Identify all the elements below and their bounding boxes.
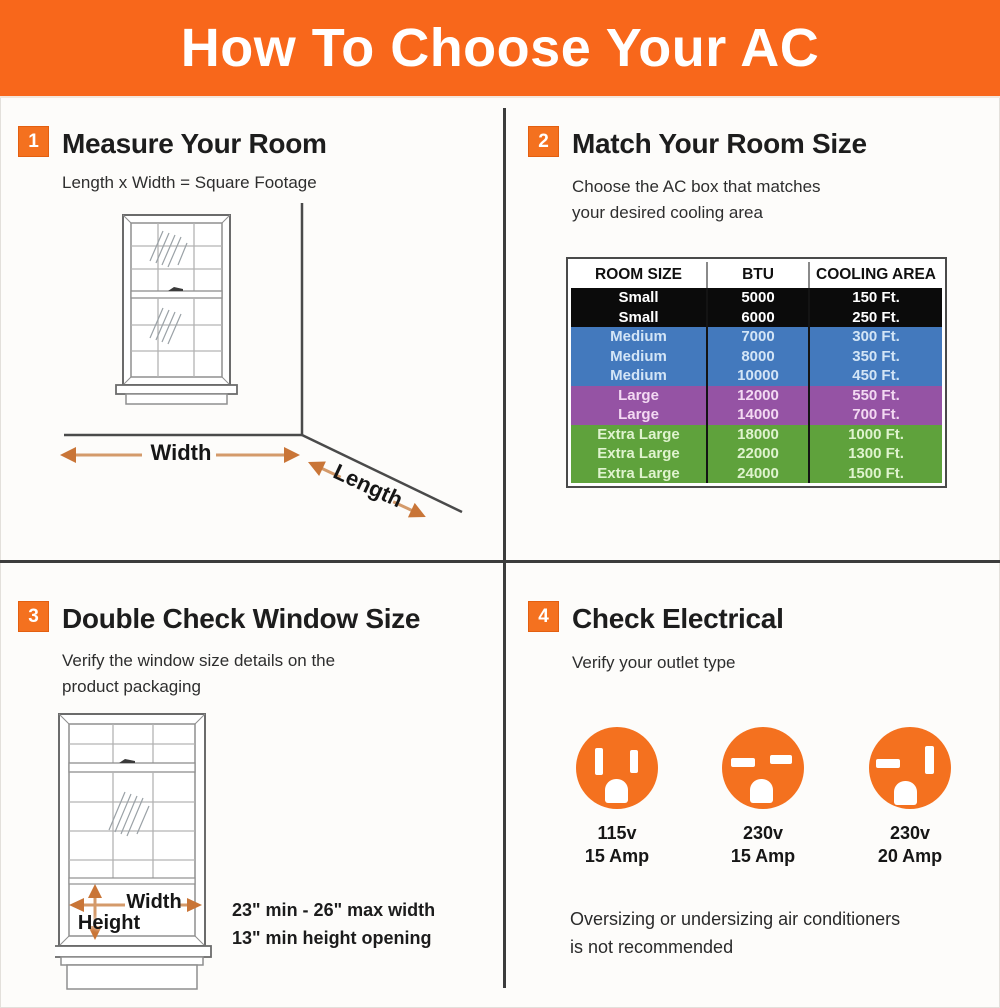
table-row <box>571 308 942 328</box>
outlet-ground-slot <box>750 779 773 803</box>
room-size-cell: Small <box>618 308 659 326</box>
outlet-230v-15amp-icon <box>722 727 804 809</box>
title-banner <box>0 0 1000 98</box>
window-height-label: Height <box>77 912 141 934</box>
cooling-area-cell: 1500 Ft. <box>808 464 942 484</box>
section-2-subtext-line2: your desired cooling area <box>572 203 763 222</box>
col-header-cooling-area: COOLING AREA <box>808 262 942 288</box>
outlet-230v-20amp-icon <box>869 727 951 809</box>
room-size-cell: Extra Large <box>597 445 680 463</box>
cooling-area-cell: 550 Ft. <box>808 386 942 406</box>
outlet-ground-slot <box>894 781 917 805</box>
btu-sizing-table <box>566 257 947 488</box>
step-4-number: 4 <box>538 605 549 627</box>
step-2-number: 2 <box>538 130 549 152</box>
window-size-illustration <box>55 710 225 995</box>
sizing-note-line1: Oversizing or undersizing air conditioners <box>570 909 901 929</box>
outlet-115v-15amp-icon <box>576 727 658 809</box>
room-size-cell: Medium <box>610 347 667 365</box>
table-row <box>571 386 942 406</box>
table-row <box>571 425 942 445</box>
section-4-heading: Check Electrical <box>572 603 784 634</box>
table-row <box>571 405 942 425</box>
section-2-heading: Match Your Room Size <box>572 128 867 159</box>
btu-cell: 10000 <box>706 366 808 386</box>
step-2-badge <box>528 126 559 157</box>
width-dimension-label: Width <box>150 440 212 465</box>
window-spec-line2: 13" min height opening <box>232 928 432 948</box>
window-spec-text <box>232 896 435 952</box>
outlet-slot <box>595 748 603 775</box>
table-row <box>571 327 942 347</box>
step-1-badge <box>18 126 49 157</box>
cooling-area-cell: 250 Ft. <box>808 308 942 328</box>
outlet-slot <box>770 755 792 764</box>
cooling-area-cell: 350 Ft. <box>808 347 942 367</box>
btu-cell: 12000 <box>706 386 808 406</box>
table-header-row <box>571 262 942 288</box>
sizing-note <box>570 905 900 961</box>
col-header-btu: BTU <box>706 262 808 288</box>
outlet-2-amps: 15 Amp <box>730 846 796 866</box>
btu-cell: 5000 <box>706 288 808 308</box>
page-title: How To Choose Your AC <box>180 18 820 78</box>
room-size-cell: Small <box>618 289 659 307</box>
section-4-subtext: Verify your outlet type <box>572 653 736 672</box>
outlet-3-amps: 20 Amp <box>877 846 943 866</box>
section-1-heading: Measure Your Room <box>62 128 327 159</box>
step-3-badge <box>18 601 49 632</box>
window-width-label: Width <box>126 891 182 913</box>
vertical-divider <box>503 108 506 988</box>
btu-cell: 22000 <box>706 444 808 464</box>
step-3-number: 3 <box>28 605 39 627</box>
cooling-area-cell: 150 Ft. <box>808 288 942 308</box>
section-2-subtext <box>572 174 821 226</box>
outlet-2-voltage: 230v <box>742 823 784 843</box>
btu-cell: 8000 <box>706 347 808 367</box>
outlet-1-label <box>557 822 677 868</box>
col-header-room-size: ROOM SIZE <box>595 266 682 283</box>
outlet-ground-slot <box>605 779 628 803</box>
btu-cell: 14000 <box>706 405 808 425</box>
window-spec-line1: 23" min - 26" max width <box>232 900 436 920</box>
outlet-3-voltage: 230v <box>889 823 931 843</box>
section-3-subtext-line2: product packaging <box>62 677 201 696</box>
room-size-cell: Medium <box>610 367 667 385</box>
section-1-subtext: Length x Width = Square Footage <box>62 173 317 192</box>
outlet-2-label <box>703 822 823 868</box>
table-row <box>571 366 942 386</box>
length-dimension-label: Length <box>329 458 407 513</box>
cooling-area-cell: 450 Ft. <box>808 366 942 386</box>
btu-cell: 18000 <box>706 425 808 445</box>
section-3-heading: Double Check Window Size <box>62 603 421 634</box>
outlet-slot <box>630 750 638 773</box>
room-size-cell: Extra Large <box>597 464 680 482</box>
btu-cell: 7000 <box>706 327 808 347</box>
cooling-area-cell: 1300 Ft. <box>808 444 942 464</box>
outlet-slot <box>731 758 755 767</box>
btu-cell: 6000 <box>706 308 808 328</box>
cooling-area-cell: 700 Ft. <box>808 405 942 425</box>
room-size-cell: Large <box>618 406 659 424</box>
table-row <box>571 444 942 464</box>
outlet-3-label <box>850 822 970 868</box>
section-2-subtext-line1: Choose the AC box that matches <box>572 177 821 196</box>
horizontal-divider <box>0 560 1000 563</box>
outlet-slot <box>925 746 934 774</box>
room-size-cell: Medium <box>610 328 667 346</box>
room-size-cell: Large <box>618 386 659 404</box>
table-row <box>571 288 942 308</box>
step-4-badge <box>528 601 559 632</box>
outlet-slot <box>876 759 900 768</box>
cooling-area-cell: 1000 Ft. <box>808 425 942 445</box>
sizing-note-line2: is not recommended <box>570 937 734 957</box>
step-1-number: 1 <box>28 130 39 152</box>
section-3-subtext-line1: Verify the window size details on the <box>62 651 336 670</box>
outlet-1-amps: 15 Amp <box>584 846 650 866</box>
cooling-area-cell: 300 Ft. <box>808 327 942 347</box>
section-3-subtext <box>62 648 335 700</box>
room-corner-illustration <box>50 203 470 533</box>
room-size-cell: Extra Large <box>597 425 680 443</box>
outlet-1-voltage: 115v <box>597 823 637 843</box>
table-row <box>571 347 942 367</box>
table-row <box>571 464 942 484</box>
btu-cell: 24000 <box>706 464 808 484</box>
